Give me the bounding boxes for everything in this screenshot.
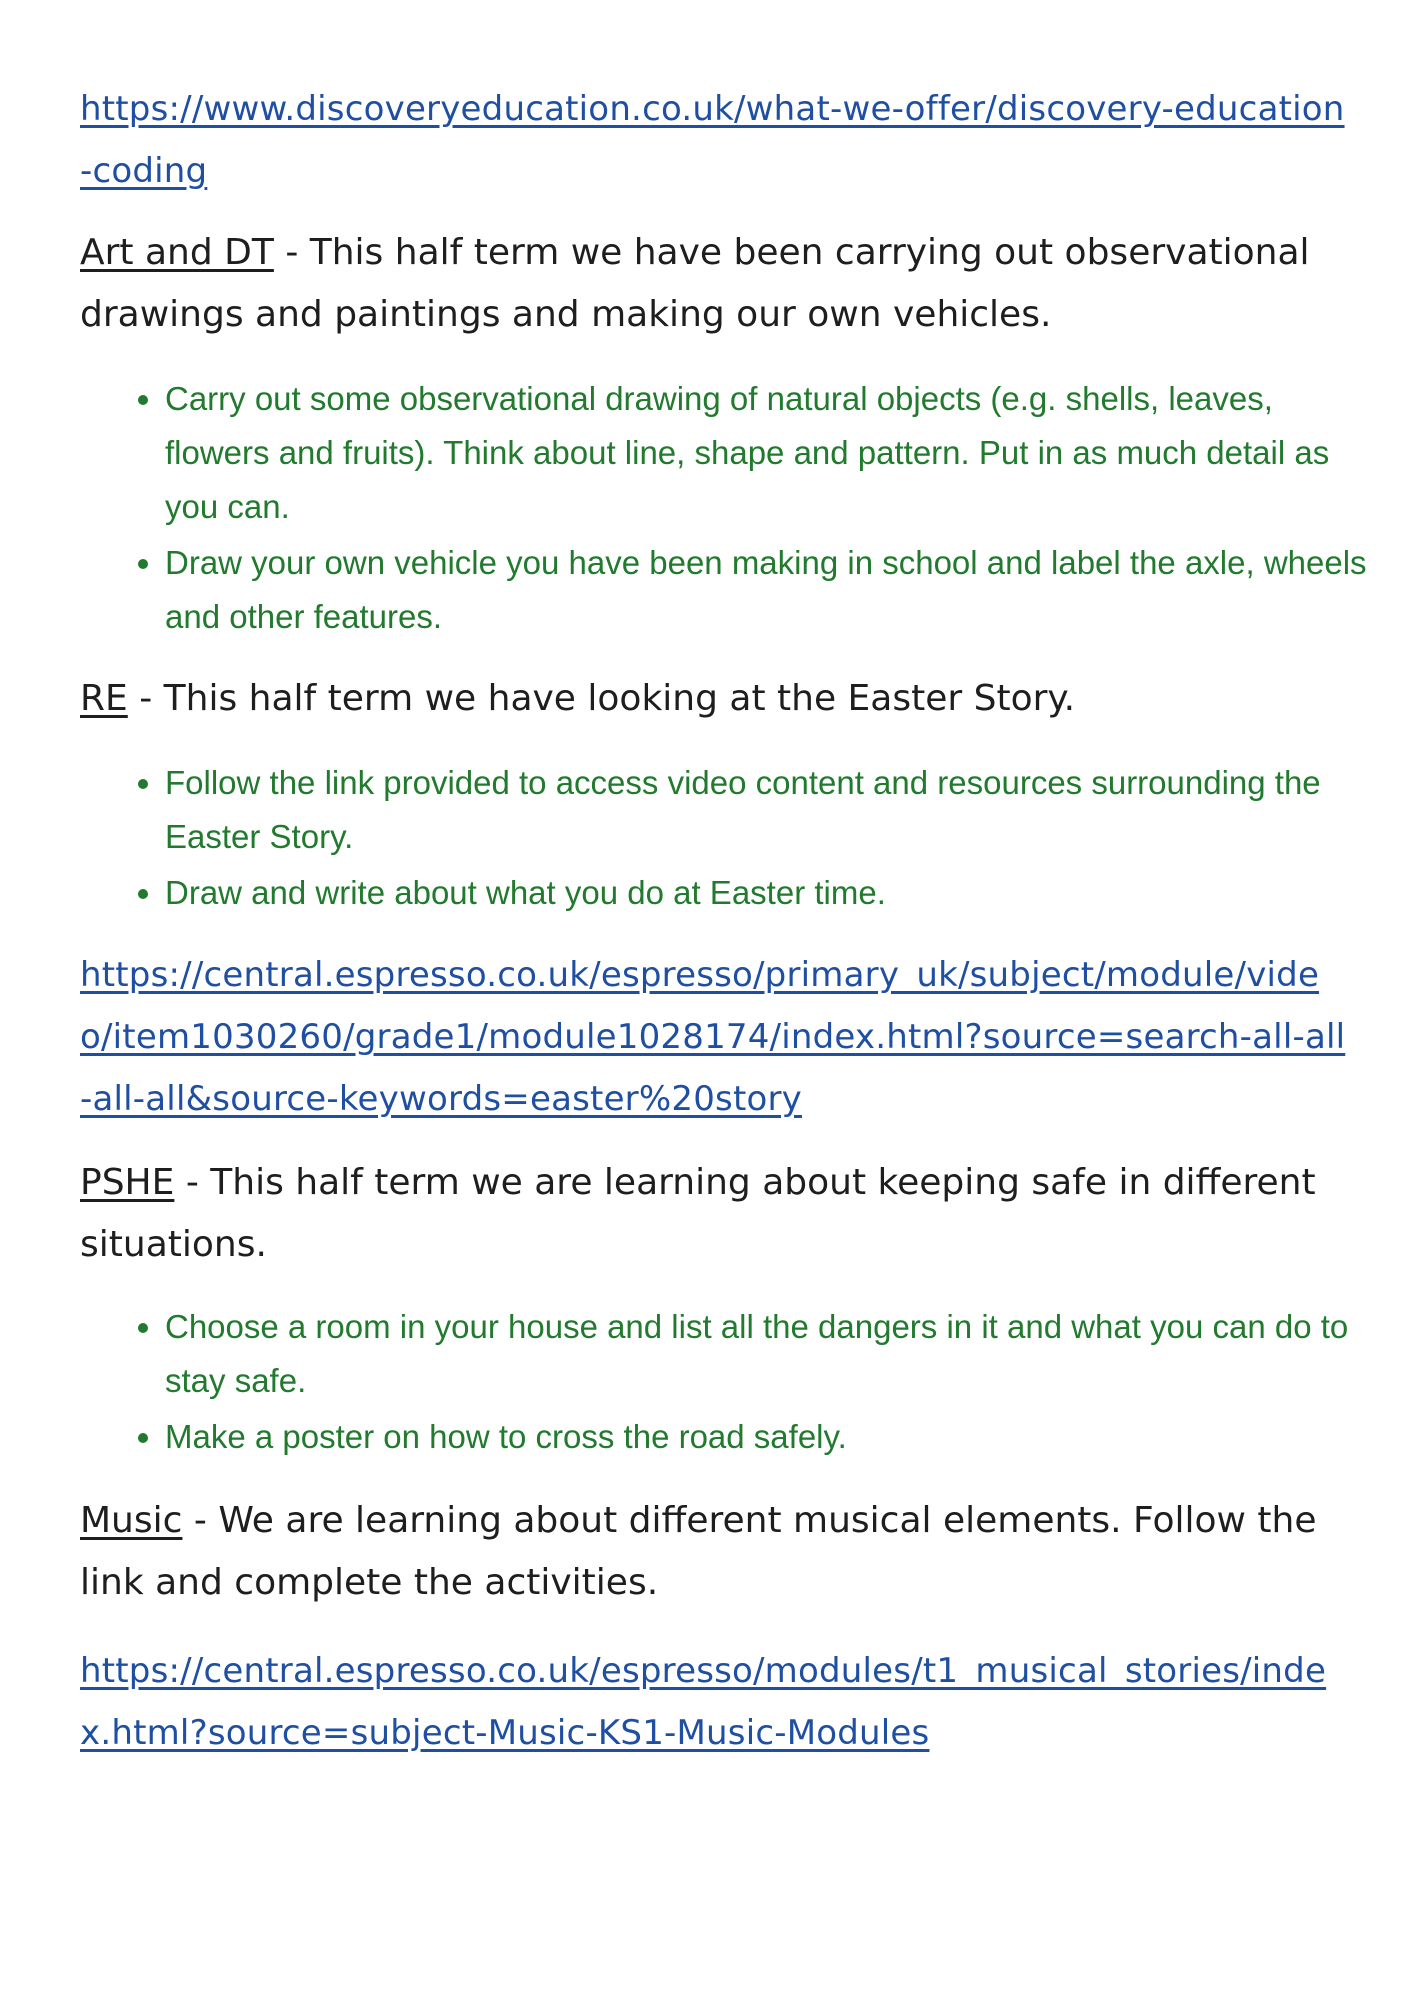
list-item: • Draw your own vehicle you have been making in school and label the axle, wheels and other features. — [165, 536, 1385, 644]
list-item: • Choose a room in your house and list all the dangers in it and what you can do to stay safe. — [165, 1300, 1385, 1408]
re-task-list — [120, 756, 1385, 922]
art-dt-text: - This half term we have been carrying out observational drawings and paintings and making our own vehicles. — [80, 232, 1310, 335]
list-item: • Carry out some observational drawing of natural objects (e.g. shells, leaves, flowers and fruits). Think about line, shape and pattern. Put in as much detail as you can. — [165, 372, 1385, 534]
art-dt-subject: Art and DT — [80, 232, 274, 273]
list-item: • Make a poster on how to cross the road safely. — [165, 1410, 1385, 1464]
list-item: • Follow the link provided to access video content and resources surrounding the Easter Story. — [165, 756, 1385, 864]
music-subject: Music — [80, 1500, 183, 1541]
music-paragraph — [80, 1490, 1350, 1614]
art-dt-paragraph — [80, 222, 1350, 346]
re-subject: RE — [80, 678, 128, 719]
list-item: • Draw and write about what you do at Easter time. — [165, 866, 1385, 920]
musical-stories-link[interactable]: https://central.espresso.co.uk/espresso/modules/t1_musical_stories/index.html?source=subject-Music-KS1-Music-Modules — [80, 1651, 1327, 1753]
re-paragraph — [80, 668, 1350, 730]
pshe-task-list — [120, 1300, 1385, 1466]
pshe-paragraph — [80, 1152, 1350, 1276]
discovery-coding-link[interactable]: https://www.discoveryeducation.co.uk/what-we-offer/discovery-education-coding — [80, 89, 1345, 191]
music-text: - We are learning about different musical elements. Follow the link and complete the activities. — [80, 1500, 1317, 1603]
art-dt-task-list — [120, 372, 1385, 646]
pshe-text: - This half term we are learning about keeping safe in different situations. — [80, 1162, 1316, 1265]
re-text: - This half term we have looking at the Easter Story. — [127, 678, 1076, 719]
easter-story-link[interactable]: https://central.espresso.co.uk/espresso/primary_uk/subject/module/video/item1030260/grade1/module1028174/index.html?source=search-all-all-all-all&source-keywords=easter%20story — [80, 955, 1346, 1119]
pshe-subject: PSHE — [80, 1162, 175, 1203]
